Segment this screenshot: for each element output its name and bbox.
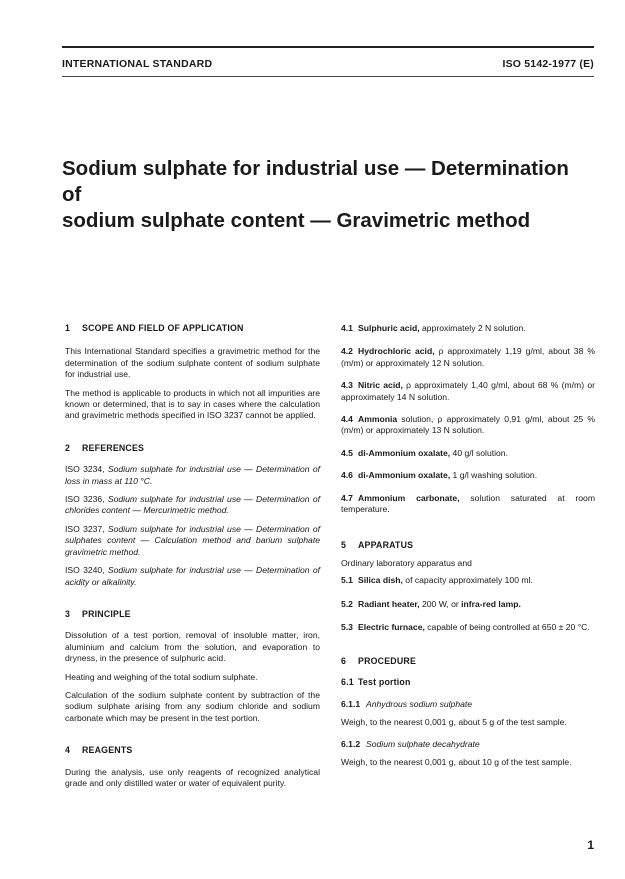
reference-item: ISO 3236, Sodium sulphate for industrial use — Determination of chlorides content — Mercurimetric method. bbox=[65, 494, 320, 516]
reagent-item: 4.4 Ammonia solution, ρ approximately 0,91 g/ml, about 25 % (m/m) or approximately 13 N solution. bbox=[341, 414, 595, 436]
title-line-2: sodium sulphate content — Gravimetric method bbox=[62, 209, 531, 232]
section-5-heading: 5 APPARATUS bbox=[341, 540, 414, 551]
page-number: 1 bbox=[587, 838, 594, 852]
header-document-id: ISO 5142-1977 (E) bbox=[502, 58, 594, 70]
subsection-6-1-2-heading: 6.1.2 Sodium sulphate decahydrate bbox=[341, 739, 480, 750]
reagent-item: 4.1 Sulphuric acid, approximately 2 N solution. bbox=[341, 323, 526, 333]
subsection-6-1-1-heading: 6.1.1 Anhydrous sodium sulphate bbox=[341, 699, 473, 710]
section-1-heading: 1 SCOPE AND FIELD OF APPLICATION bbox=[65, 323, 244, 333]
section-1-paragraph-2: The method is applicable to products in which not all impurities are known or determined, that is to say in cases where the calculation and gravimetric methods specified in ISO 3237 cannot be applied. bbox=[65, 387, 320, 421]
section-3-paragraph-3: Calculation of the sodium sulphate content by subtraction of the sodium sulphate arising from any sodium chloride and sodium carbonate which may be present in the test portion. bbox=[65, 689, 320, 723]
reagent-item: 4.5 di-Ammonium oxalate, 40 g/l solution. bbox=[341, 447, 508, 458]
section-4-heading: 4 REAGENTS bbox=[65, 745, 133, 756]
header-standard-label: INTERNATIONAL STANDARD bbox=[62, 58, 213, 70]
apparatus-item: 5.2 Radiant heater, 200 W, or infra-red lamp. bbox=[341, 598, 521, 609]
header-rule bbox=[62, 76, 594, 77]
subsection-6-1-2-text: Weigh, to the nearest 0,001 g, about 10 g of the test sample. bbox=[341, 756, 572, 767]
reference-item: ISO 3237, Sodium sulphate for industrial use — Determination of sulphates content — Calculation method and barium sulphate gravimetric method. bbox=[65, 523, 320, 557]
section-3-paragraph-2: Heating and weighing of the total sodium sulphate. bbox=[65, 671, 258, 682]
reference-item: ISO 3240, Sodium sulphate for industrial use — Determination of acidity or alkalinity. bbox=[65, 565, 320, 587]
reagent-item: 4.2 Hydrochloric acid, ρ approximately 1,19 g/ml, about 38 % (m/m) or approximately 12 N solution. bbox=[341, 346, 595, 368]
section-5-intro: Ordinary laboratory apparatus and bbox=[341, 557, 472, 568]
section-3-paragraph-1: Dissolution of a test portion, removal of insoluble matter, iron, aluminium and calcium from the solution, and evaporation to dryness, in the presence of sulphuric acid. bbox=[65, 630, 320, 664]
reagent-item: 4.7 Ammonium carbonate, solution saturated at room temperature. bbox=[341, 492, 595, 515]
section-1-paragraph-1: This International Standard specifies a gravimetric method for the determination of the sodium sulphate content of sodium sulphate for industrial use. bbox=[65, 346, 320, 380]
subsection-6-1-heading: 6.1 Test portion bbox=[341, 676, 411, 687]
apparatus-item: 5.3 Electric furnace, capable of being controlled at 650 ± 20 °C. bbox=[341, 622, 590, 633]
section-2-heading: 2 REFERENCES bbox=[65, 442, 145, 453]
apparatus-item: 5.1 Silica dish, of capacity approximately 100 ml. bbox=[341, 575, 533, 586]
reagent-item: 4.6 di-Ammonium oxalate, 1 g/l washing solution. bbox=[341, 470, 538, 481]
document-title bbox=[62, 156, 582, 234]
section-4-paragraph-1: During the analysis, use only reagents of recognized analytical grade and only distilled water or water of equivalent purity. bbox=[65, 766, 320, 788]
subsection-6-1-1-text: Weigh, to the nearest 0,001 g, about 5 g of the test sample. bbox=[341, 716, 567, 727]
reagent-item: 4.3 Nitric acid, ρ approximately 1,40 g/ml, about 68 % (m/m) or approximately 14 N solution. bbox=[341, 380, 595, 402]
section-6-heading: 6 PROCEDURE bbox=[341, 655, 417, 666]
left-column bbox=[65, 323, 320, 789]
section-3-heading: 3 PRINCIPLE bbox=[65, 608, 131, 619]
title-line-1: Sodium sulphate for industrial use — Determination of bbox=[62, 157, 569, 206]
right-column bbox=[341, 323, 595, 768]
reference-item: ISO 3234, Sodium sulphate for industrial use — Determination of loss in mass at 110 °C. bbox=[65, 464, 320, 486]
top-rule bbox=[62, 46, 594, 48]
